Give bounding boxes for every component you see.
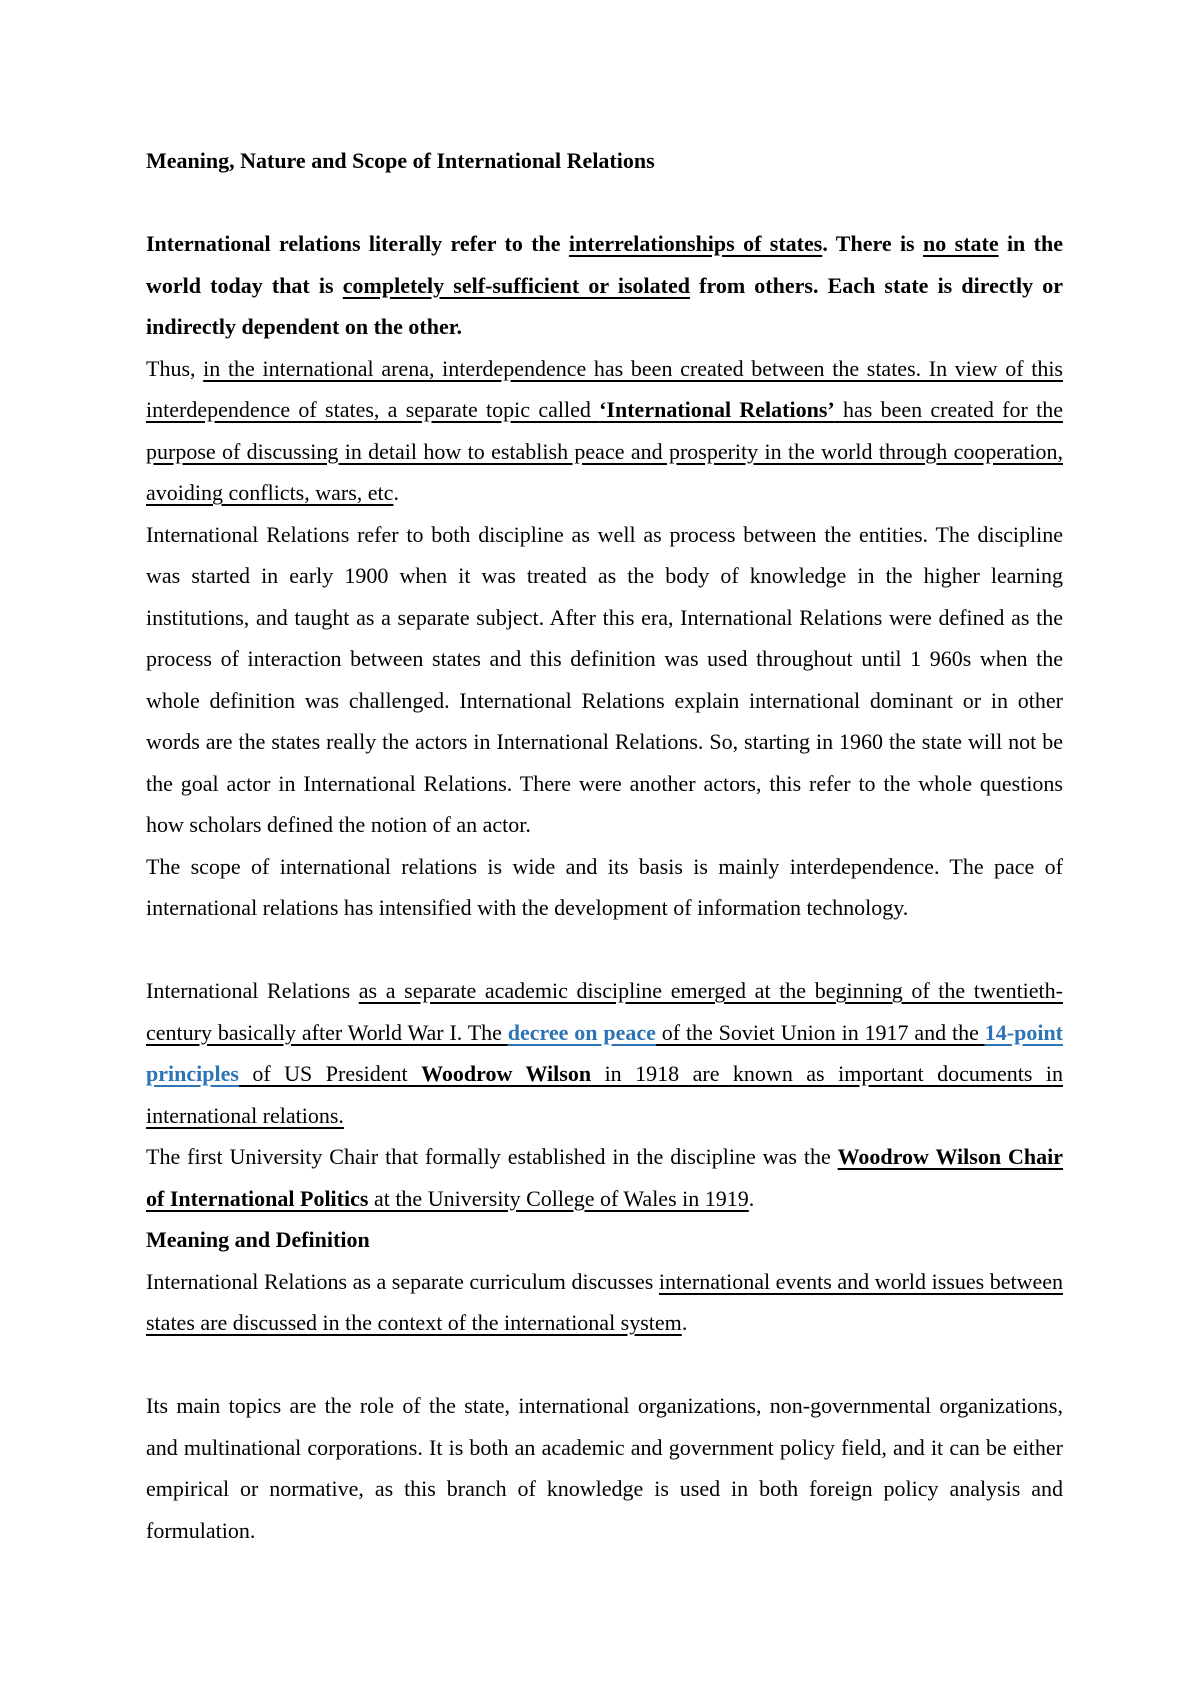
underlined-phrase: at the University College of Wales in 1919 (368, 1185, 749, 1211)
paragraph-definition (146, 1261, 1063, 1344)
underlined-phrase: interrelationships of states (568, 231, 823, 256)
underlined-phrase: has been created for the purpose of discussing in detail how to establish peace and prosperity in the world through cooperation, avoiding conflicts, wars, etc (146, 397, 1063, 505)
text-run: in the world today that is (146, 231, 1063, 298)
text-run: International Relations as a separate curriculum discusses (146, 1268, 659, 1294)
decree-on-peace-link[interactable]: decree on peace (507, 1019, 656, 1045)
underlined-phrase: of US President (238, 1061, 422, 1086)
underlined-phrase: as a separate academic discipline emerged at the beginning of the twentieth-century basically after World War I. The (146, 978, 1063, 1045)
underlined-phrase: no state (923, 231, 999, 256)
underlined-phrase: in the international arena, interdependence has been created between the states. In view of this interdependence of states, a separate topic called (146, 355, 1063, 422)
paragraph-discipline: International Relations refer to both discipline as well as process between the entities. The discipline was started in early 1900 when it was treated as the body of knowledge in the higher learning institutions, and taught as a separate subject. After this era, International Relations were defined as the process of interaction between states and this definition was used throughout until 1 960s when the whole definition was challenged. International Relations explain international dominant or in other words are the states really the actors in International Relations. So, starting in 1960 the state will not be the goal actor in International Relations. There were another actors, this refer to the whole questions how scholars defined the notion of an actor. (146, 521, 1063, 837)
paragraph-interdependence (146, 348, 1063, 514)
text-run: The first University Chair that formally established in the discipline was the (146, 1144, 838, 1169)
underlined-phrase: completely self-sufficient or isolated (342, 272, 690, 298)
paragraph-university-chair (146, 1136, 1063, 1219)
document-body (146, 140, 1063, 1551)
underlined-phrase: international events and world issues between states are discussed in the context of the international system (146, 1268, 1063, 1335)
text-run: . (393, 480, 399, 505)
underlined-bold-phrase: Woodrow Wilson Chair of International Politics (146, 1144, 1063, 1211)
text-run: . (681, 1310, 688, 1335)
paragraph-scope: The scope of international relations is wide and its basis is mainly interdependence. The pace of international relations has intensified with the development of information technology. (146, 853, 1063, 920)
underlined-bold-phrase: Woodrow Wilson (421, 1061, 592, 1086)
fourteen-point-principles-link[interactable]: 14-point principles (146, 1019, 1064, 1086)
underlined-bold-phrase: ‘International Relations’ (599, 397, 835, 422)
paragraph-intro (146, 223, 1063, 348)
text-run: . There is (822, 231, 923, 256)
text-run: from others. Each state is directly or indirectly dependent on the other. (146, 272, 1064, 339)
paragraph-spacer (146, 1344, 1063, 1386)
text-run: . (748, 1185, 755, 1211)
document-title: Meaning, Nature and Scope of International Relations (146, 148, 655, 173)
paragraph-topics: Its main topics are the role of the state, international organizations, non-governmental organizations, and multinational corporations. It is both an academic and government policy field, and it can be either empirical or normative, as this branch of knowledge is used in both foreign policy analysis and formulation. (146, 1393, 1063, 1543)
paragraph-spacer (146, 929, 1063, 971)
text-run: Thus, (146, 355, 204, 381)
underlined-phrase: in 1918 are known as important documents in international relations. (146, 1061, 1063, 1128)
paragraph-history (146, 970, 1063, 1136)
section-heading: Meaning and Definition (146, 1227, 370, 1252)
underlined-phrase: of the Soviet Union in 1917 and the (655, 1019, 985, 1045)
text-run: International relations literally refer to the (146, 231, 569, 256)
text-run: International Relations (146, 978, 359, 1003)
